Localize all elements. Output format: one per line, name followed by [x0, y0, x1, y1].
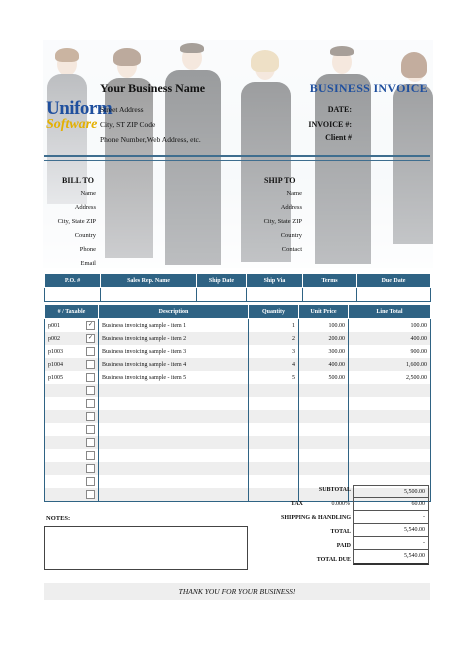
- notes-box[interactable]: [44, 526, 248, 570]
- item-code-cell[interactable]: [45, 332, 99, 345]
- quantity-header: Quantity: [249, 305, 299, 319]
- item-code-cell[interactable]: [45, 397, 99, 410]
- header-divider: [44, 155, 430, 157]
- ship-to-name-label: Name: [286, 190, 302, 197]
- total-label: TOTAL: [330, 529, 351, 535]
- line-total-cell[interactable]: [349, 436, 431, 449]
- item-code-cell[interactable]: [45, 488, 99, 502]
- taxable-checkbox[interactable]: [86, 438, 95, 447]
- unit-price-cell[interactable]: [299, 449, 349, 462]
- ship-to-contact-label: Contact: [281, 246, 302, 253]
- quantity-cell[interactable]: 2: [249, 332, 299, 345]
- description-cell[interactable]: [99, 397, 249, 410]
- paid-value[interactable]: -: [353, 537, 429, 550]
- taxable-checkbox[interactable]: [86, 360, 95, 369]
- thank-you-message: THANK YOU FOR YOUR BUSINESS!: [44, 583, 430, 600]
- taxable-checkbox[interactable]: [86, 347, 95, 356]
- description-cell[interactable]: [99, 410, 249, 423]
- taxable-checkbox[interactable]: ✓: [87, 335, 94, 341]
- item-code-cell[interactable]: [45, 371, 99, 384]
- ship-via-cell[interactable]: [247, 288, 303, 302]
- tax-label: TAX: [290, 501, 303, 507]
- quantity-cell[interactable]: [249, 423, 299, 436]
- table-row: [45, 319, 431, 333]
- item-code: p001: [48, 322, 60, 329]
- ship-date-header: Ship Date: [197, 274, 247, 288]
- terms-cell[interactable]: [303, 288, 357, 302]
- line-total-cell[interactable]: [349, 410, 431, 423]
- unit-price-header: Unit Price: [299, 305, 349, 319]
- item-code-cell[interactable]: [45, 319, 99, 333]
- taxable-checkbox[interactable]: [86, 399, 95, 408]
- quantity-cell[interactable]: [249, 397, 299, 410]
- line-total-cell[interactable]: 1,600.00: [349, 358, 431, 371]
- table-row: [45, 397, 431, 410]
- table-row: [45, 358, 431, 371]
- unit-price-cell[interactable]: [299, 462, 349, 475]
- item-code-cell[interactable]: [45, 410, 99, 423]
- taxable-checkbox[interactable]: [86, 425, 95, 434]
- line-total-cell[interactable]: 100.00: [349, 319, 431, 333]
- table-row: [45, 449, 431, 462]
- quantity-cell[interactable]: 3: [249, 345, 299, 358]
- line-total-cell[interactable]: [349, 449, 431, 462]
- table-row: [45, 332, 431, 345]
- taxable-checkbox[interactable]: [86, 412, 95, 421]
- taxable-checkbox[interactable]: [86, 464, 95, 473]
- total-due-label: TOTAL DUE: [316, 557, 351, 563]
- due-date-header: Due Date: [357, 274, 431, 288]
- ship-to-city-label: City, State ZIP: [263, 218, 302, 225]
- date-label: DATE:: [327, 105, 352, 114]
- unit-price-cell[interactable]: 200.00: [299, 332, 349, 345]
- unit-price-cell[interactable]: 500.00: [299, 371, 349, 384]
- description-cell[interactable]: [99, 475, 249, 488]
- company-logo-subtext: Software: [46, 117, 98, 132]
- description-cell[interactable]: [99, 462, 249, 475]
- item-code: p1003: [48, 348, 63, 355]
- sales-rep-header: Sales Rep. Name: [101, 274, 197, 288]
- description-cell[interactable]: Business invoicing sample - item 2: [99, 332, 249, 345]
- bill-to-name-label: Name: [80, 190, 96, 197]
- unit-price-cell[interactable]: [299, 436, 349, 449]
- line-total-cell[interactable]: 2,500.00: [349, 371, 431, 384]
- due-date-cell[interactable]: [357, 288, 431, 302]
- header-divider-thin: [44, 160, 430, 161]
- description-header: Description: [99, 305, 249, 319]
- business-city: City, ST ZIP Code: [100, 120, 156, 129]
- tax-rate[interactable]: 0.000%: [331, 501, 350, 507]
- taxable-checkbox[interactable]: [86, 386, 95, 395]
- unit-price-cell[interactable]: 100.00: [299, 319, 349, 333]
- item-code: p002: [48, 335, 60, 342]
- quantity-cell[interactable]: [249, 384, 299, 397]
- description-cell[interactable]: [99, 436, 249, 449]
- line-total-cell[interactable]: [349, 397, 431, 410]
- bill-to-phone-label: Phone: [79, 246, 96, 253]
- taxable-checkbox[interactable]: ✓: [87, 322, 94, 328]
- description-cell[interactable]: [99, 384, 249, 397]
- table-row: [45, 371, 431, 384]
- business-name: Your Business Name: [100, 81, 206, 95]
- item-code-cell[interactable]: [45, 423, 99, 436]
- subtotal-label: SUBTOTAL: [318, 487, 351, 493]
- table-row: [45, 384, 431, 397]
- table-row: [45, 462, 431, 475]
- invoice-number-label: INVOICE #:: [308, 120, 352, 129]
- quantity-cell[interactable]: [249, 410, 299, 423]
- total-value: 5,540.00: [353, 524, 429, 537]
- quantity-cell[interactable]: 1: [249, 319, 299, 333]
- item-code-cell[interactable]: [45, 345, 99, 358]
- quantity-cell[interactable]: [249, 449, 299, 462]
- quantity-cell[interactable]: [249, 462, 299, 475]
- terms-header: Terms: [303, 274, 357, 288]
- item-code: p1004: [48, 361, 63, 368]
- business-street: Street Address: [100, 105, 144, 114]
- unit-price-cell[interactable]: 300.00: [299, 345, 349, 358]
- bill-to-city-label: City, State ZIP: [57, 218, 96, 225]
- ship-to-heading: SHIP TO: [264, 176, 296, 185]
- quantity-cell[interactable]: 5: [249, 371, 299, 384]
- po-number-cell[interactable]: [45, 288, 101, 302]
- notes-label: NOTES:: [46, 515, 71, 522]
- unit-price-cell[interactable]: [299, 410, 349, 423]
- item-code-cell[interactable]: [45, 358, 99, 371]
- line-total-header: Line Total: [349, 305, 431, 319]
- taxable-checkbox[interactable]: [86, 451, 95, 460]
- shipping-label: SHIPPING & HANDLING: [280, 515, 351, 521]
- ship-to-address-label: Address: [280, 204, 302, 211]
- ship-date-cell[interactable]: [197, 288, 247, 302]
- description-cell[interactable]: Business invoicing sample - item 3: [99, 345, 249, 358]
- line-total-cell[interactable]: 400.00: [349, 332, 431, 345]
- sales-rep-cell[interactable]: [101, 288, 197, 302]
- po-number-header: P.O. #: [45, 274, 101, 288]
- taxable-checkbox[interactable]: [86, 477, 95, 486]
- description-cell[interactable]: Business invoicing sample - item 4: [99, 358, 249, 371]
- item-code-cell[interactable]: [45, 462, 99, 475]
- taxable-checkbox[interactable]: [86, 373, 95, 382]
- line-items-table: [44, 304, 431, 502]
- item-code-cell[interactable]: [45, 384, 99, 397]
- ship-to-country-label: Country: [280, 232, 302, 239]
- company-logo-text: Uniform: [46, 98, 113, 119]
- item-code-cell[interactable]: [45, 436, 99, 449]
- business-people-photo: [43, 40, 433, 268]
- taxable-checkbox[interactable]: [86, 490, 95, 499]
- item-code-cell[interactable]: [45, 449, 99, 462]
- unit-price-cell[interactable]: [299, 384, 349, 397]
- line-total-cell[interactable]: [349, 384, 431, 397]
- item-code-cell[interactable]: [45, 475, 99, 488]
- tax-value: 60.00: [353, 498, 429, 511]
- client-number-label: Client #: [325, 133, 352, 142]
- subtotal-value: 5,500.00: [353, 485, 429, 498]
- table-row: [45, 410, 431, 423]
- line-total-cell[interactable]: [349, 462, 431, 475]
- invoice-title: BUSINESS INVOICE: [309, 81, 428, 95]
- unit-price-cell[interactable]: [299, 423, 349, 436]
- description-cell[interactable]: [99, 449, 249, 462]
- description-cell[interactable]: [99, 488, 249, 502]
- bill-to-address-label: Address: [74, 204, 96, 211]
- total-due-value: 5,540.00: [353, 550, 429, 565]
- business-contact: Phone Number,Web Address, etc.: [100, 135, 201, 144]
- order-info-table: [44, 273, 431, 302]
- quantity-cell[interactable]: [249, 436, 299, 449]
- line-total-cell[interactable]: 900.00: [349, 345, 431, 358]
- bill-to-heading: BILL TO: [62, 176, 94, 185]
- bill-to-email-label: Email: [80, 260, 96, 267]
- item-taxable-header: # / Taxable: [45, 305, 99, 319]
- table-row: [45, 423, 431, 436]
- description-cell[interactable]: Business invoicing sample - item 1: [99, 319, 249, 333]
- description-cell[interactable]: [99, 423, 249, 436]
- line-items-body: [45, 319, 431, 502]
- table-row: [45, 345, 431, 358]
- unit-price-cell[interactable]: [299, 397, 349, 410]
- quantity-cell[interactable]: 4: [249, 358, 299, 371]
- unit-price-cell[interactable]: 400.00: [299, 358, 349, 371]
- paid-label: PAID: [336, 543, 351, 549]
- description-cell[interactable]: Business invoicing sample - item 5: [99, 371, 249, 384]
- ship-via-header: Ship Via: [247, 274, 303, 288]
- bill-to-country-label: Country: [74, 232, 96, 239]
- table-row: [45, 436, 431, 449]
- shipping-value[interactable]: -: [353, 511, 429, 524]
- item-code: p1005: [48, 374, 63, 381]
- line-total-cell[interactable]: [349, 423, 431, 436]
